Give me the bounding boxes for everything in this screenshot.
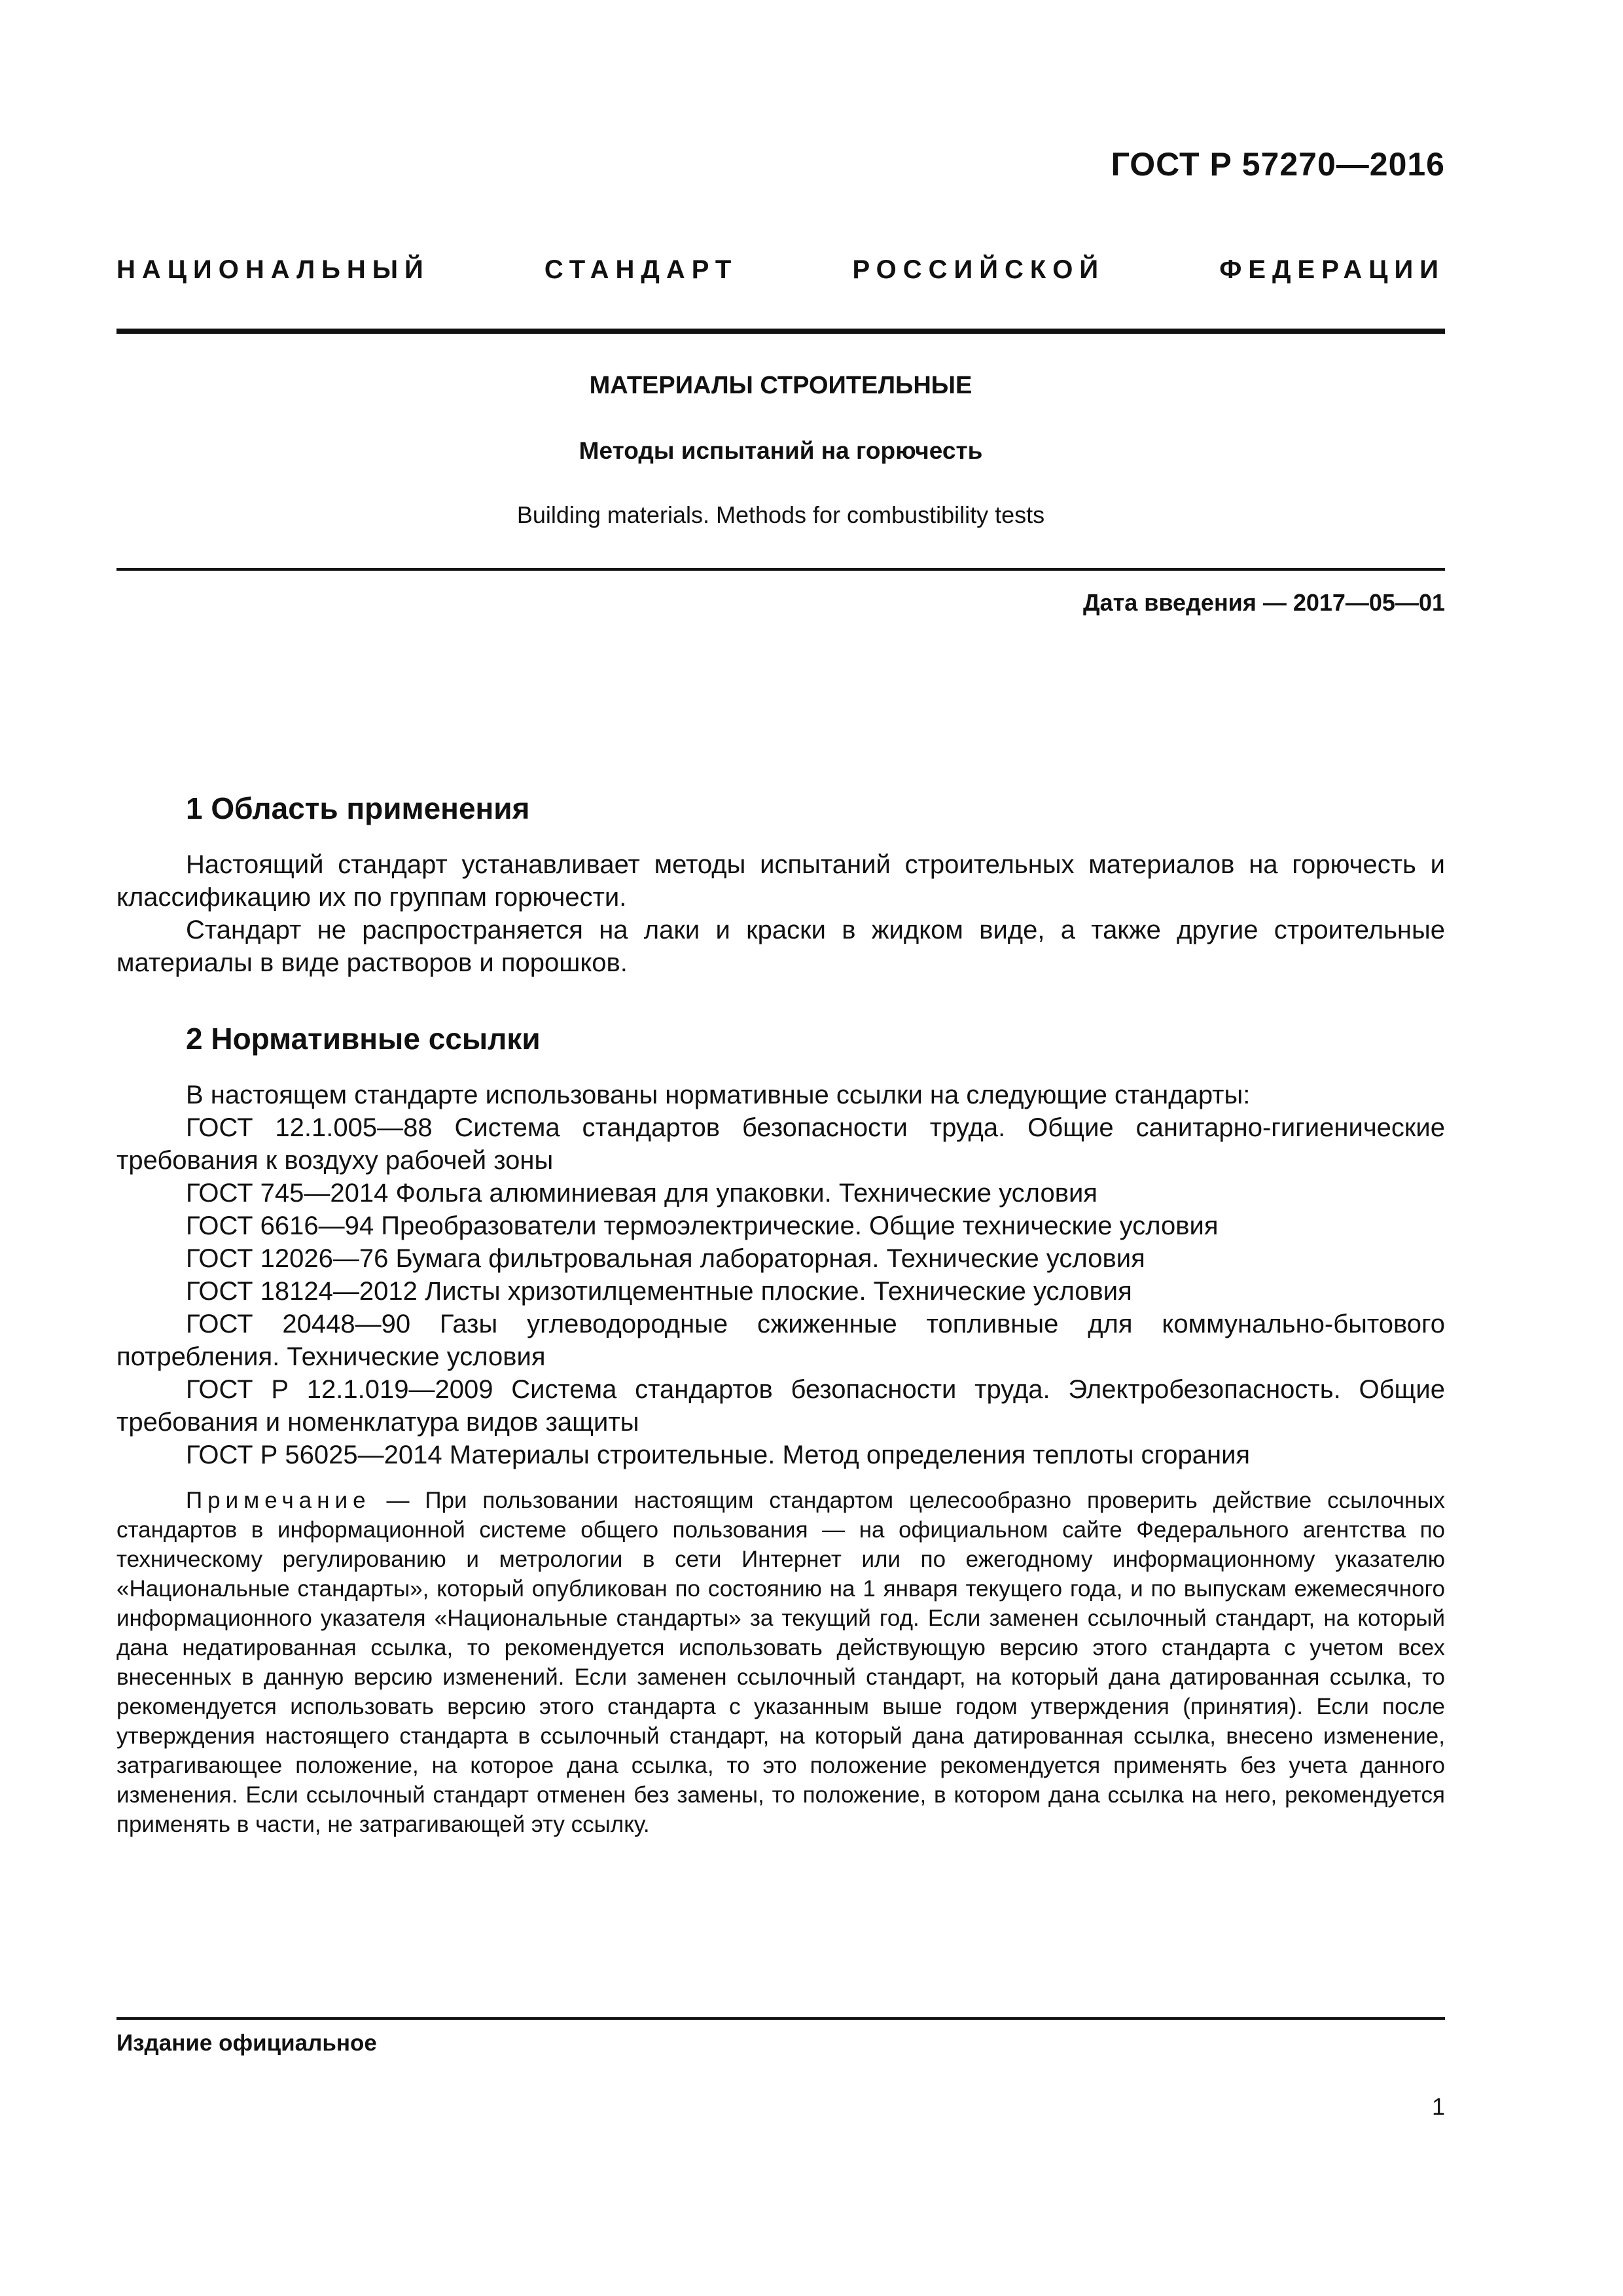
note-label: Примечание [186, 1488, 371, 1513]
official-edition-label: Издание официальное [116, 2030, 377, 2056]
reference-item: ГОСТ 18124—2012 Листы хризотилцементные плоские. Технические условия [186, 1277, 1132, 1306]
reference-item: ГОСТ Р 12.1.019—2009 Система стандартов безопасности труда. Электробезопасность. Общие требования и номенклатура видов защиты [116, 1375, 1445, 1437]
page-number: 1 [1431, 2093, 1445, 2120]
reference-item: ГОСТ 12026—76 Бумага фильтровальная лабораторная. Технические условия [186, 1244, 1145, 1273]
section-1-body [116, 848, 1445, 979]
reference-item: ГОСТ 12.1.005—88 Система стандартов безопасности труда. Общие санитарно-гигиенические требования к воздуху рабочей зоны [116, 1113, 1445, 1175]
title-divider [116, 568, 1445, 571]
title-russian: МАТЕРИАЛЫ СТРОИТЕЛЬНЫЕ [589, 372, 972, 399]
title-english: Building materials. Methods for combustibility tests [516, 501, 1045, 528]
top-divider [116, 329, 1445, 334]
references-intro: В настоящем стандарте использованы нормативные ссылки на следующие стандарты: [186, 1081, 1251, 1109]
reference-item: ГОСТ 20448—90 Газы углеводородные сжиженные топливные для коммунально-бытового потребления. Технические условия [116, 1310, 1445, 1371]
note [116, 1486, 1445, 1839]
section-2-body [116, 1079, 1445, 1471]
national-standard-header: НАЦИОНАЛЬНЫЙ СТАНДАРТ РОССИЙСКОЙ ФЕДЕРАЦИИ [116, 255, 1445, 284]
footer-divider [116, 2017, 1445, 2020]
section-1-heading: 1 Область применения [186, 791, 530, 825]
note-text: — При пользовании настоящим стандартом целесообразно проверить действие ссылочных стандартов в информационной системе общего пользования — на официальном сайте Федерального агентства по техническому регулированию и метрологии в сети Интернет или по ежегодному информационному указателю «Национальные стандарты», который опубликован по состоянию на 1 января текущего года, и по выпускам ежемесячного информационного указателя «Национальные стандарты» за текущий год. Если заменен ссылочный стандарт, на который дана недатированная ссылка, то рекомендуется использовать действующую версию этого стандарта с учетом всех внесенных в данную версию изменений. Если заменен ссылочный стандарт, на который дана датированная ссылка, то рекомендуется использовать версию этого стандарта с указанным выше годом утверждения (принятия). Если после утверждения настоящего стандарта в ссылочный стандарт, на который дана датированная ссылка, внесено изменение, затрагивающее положение, на которое дана ссылка, то это положение рекомендуется применять без учета данного изменения. Если ссылочный стандарт отменен без замены, то положение, в котором дана ссылка на него, рекомендуется применять в части, не затрагивающей эту ссылку. [116, 1488, 1445, 1837]
reference-item: ГОСТ 6616—94 Преобразователи термоэлектрические. Общие технические условия [186, 1211, 1219, 1240]
section-2-heading: 2 Нормативные ссылки [186, 1022, 541, 1056]
introduction-date: Дата введения — 2017—05—01 [1082, 589, 1445, 616]
paragraph: Настоящий стандарт устанавливает методы испытаний строительных материалов на горючесть и классификацию их по группам горючести. [116, 850, 1445, 912]
paragraph: Стандарт не распространяется на лаки и краски в жидком виде, а также другие строительные материалы в виде растворов и порошков. [116, 916, 1445, 977]
subtitle-russian: Методы испытаний на горючесть [579, 437, 983, 464]
reference-item: ГОСТ Р 56025—2014 Материалы строительные. Метод определения теплоты сгорания [186, 1441, 1251, 1469]
document-code: ГОСТ Р 57270—2016 [1111, 146, 1445, 183]
reference-item: ГОСТ 745—2014 Фольга алюминиевая для упаковки. Технические условия [186, 1179, 1097, 1208]
